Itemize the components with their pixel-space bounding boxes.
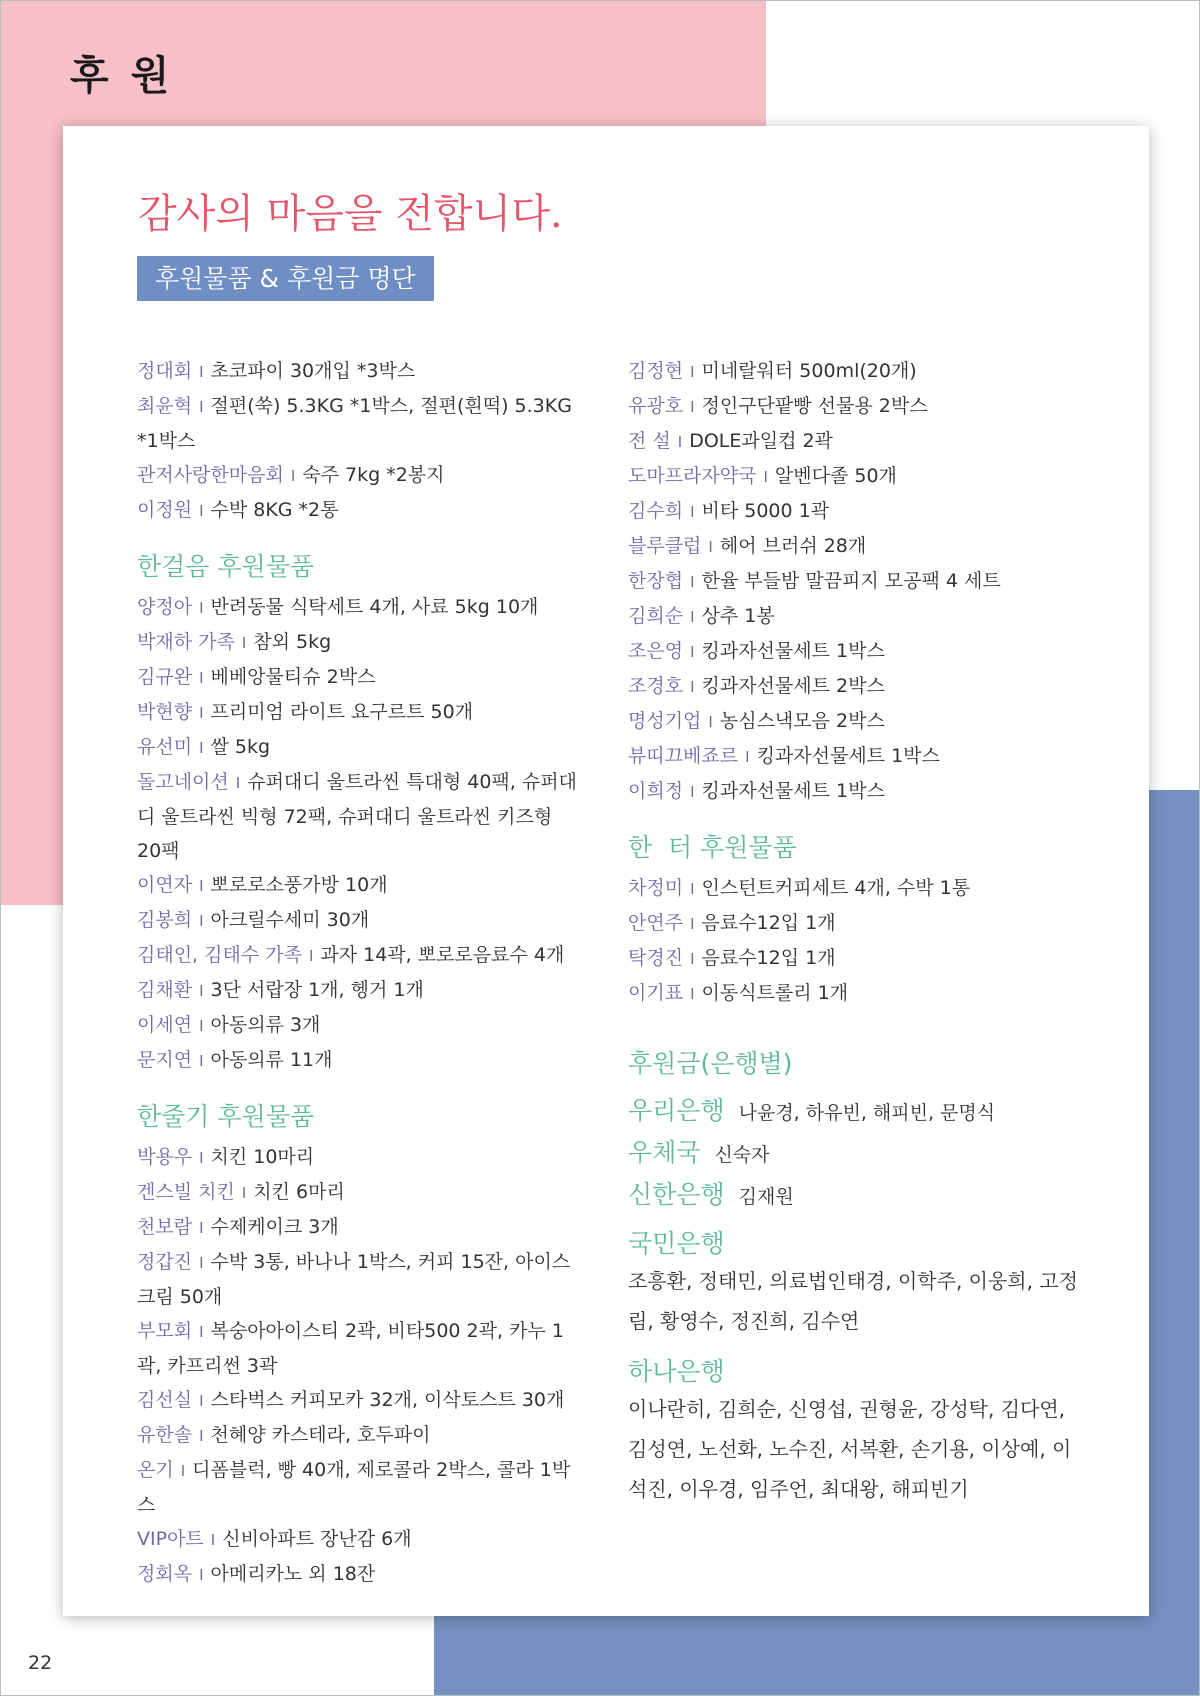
separator-bar: I — [199, 599, 204, 617]
sponsor-entry — [628, 774, 1078, 809]
sponsor-item: 킹과자선물세트 1박스 — [701, 640, 885, 662]
sponsor-name: 탁경진 — [628, 947, 684, 969]
sponsor-item: 치킨 6마리 — [253, 1181, 345, 1203]
separator-bar: I — [199, 502, 204, 520]
sponsor-entry — [137, 730, 582, 765]
bank-name: 우리은행 — [628, 1096, 725, 1125]
page-headline: 감사의 마음을 전합니다. — [138, 191, 563, 237]
donor-names-hana: 이나란히, 김희순, 신영섭, 권형윤, 강성탁, 김다연, 김성연, 노선화, 노수진, 서복환, 손기용, 이상예, 이석진, 이우경, 임주언, 최대왕, 해피빈기 — [628, 1397, 1072, 1501]
sponsor-name: 이기표 — [628, 982, 684, 1004]
sponsor-name: 유광호 — [628, 395, 684, 417]
sponsor-name: 관저사랑한마음회 — [137, 464, 284, 486]
sponsor-entry — [137, 590, 582, 625]
separator-bar: I — [690, 573, 695, 591]
sponsor-item: 킹과자선물세트 2박스 — [701, 675, 885, 697]
sponsor-item: 미네랄워터 500ml(20개) — [701, 360, 917, 382]
separator-bar: I — [199, 1254, 204, 1272]
sponsor-item: 숙주 7kg *2봉지 — [302, 464, 445, 486]
sponsor-name: 유한솔 — [137, 1424, 193, 1446]
separator-bar: I — [199, 398, 204, 416]
separator-bar: I — [690, 363, 695, 381]
sponsor-entry — [137, 389, 582, 458]
sponsor-name: 명성기업 — [628, 710, 702, 732]
sponsor-entry — [628, 739, 1078, 774]
sponsor-entry — [137, 1140, 582, 1175]
sponsor-item: 아동의류 11개 — [210, 1049, 333, 1071]
sponsor-entry — [628, 389, 1078, 424]
sponsor-entry — [137, 695, 582, 730]
separator-bar: I — [690, 880, 695, 898]
sponsor-name: 전 설 — [628, 430, 671, 452]
separator-bar: I — [690, 643, 695, 661]
separator-bar: I — [199, 363, 204, 381]
bank-name: 신한은행 — [628, 1180, 725, 1209]
sponsor-entry — [628, 529, 1078, 564]
subheading-hangeoreum: 한걸음 후원물품 — [137, 552, 314, 581]
sponsor-name: 김수희 — [628, 500, 684, 522]
sponsor-entry — [628, 459, 1078, 494]
sponsor-item: 3단 서랍장 1개, 헹거 1개 — [210, 979, 424, 1001]
sponsor-item: 상추 1봉 — [701, 605, 775, 627]
sponsor-item: 한율 부들밤 말끔피지 모공팩 4 세트 — [701, 570, 1001, 592]
sponsor-item: 스타벅스 커피모카 32개, 이삭토스트 30개 — [210, 1389, 565, 1411]
left-column — [137, 354, 582, 1592]
sponsor-entry — [137, 765, 582, 868]
sponsor-name: 김희순 — [628, 605, 684, 627]
sponsor-item: 신비아파트 장난감 6개 — [222, 1528, 412, 1550]
sponsor-item: 농심스낵모음 2박스 — [719, 710, 885, 732]
sponsor-name: 부모회 — [137, 1320, 193, 1342]
sponsor-list — [137, 1140, 582, 1592]
separator-bar: I — [199, 877, 204, 895]
sponsor-name: 도마프라자약국 — [628, 465, 757, 487]
sponsor-entry — [137, 903, 582, 938]
separator-bar: I — [690, 985, 695, 1003]
sponsor-entry — [628, 871, 1078, 906]
sponsor-name: 겐스빌 치킨 — [137, 1181, 235, 1203]
sponsor-name: 양정아 — [137, 596, 193, 618]
sponsor-item: 음료수12입 1개 — [701, 947, 836, 969]
donor-names: 신숙자 — [714, 1144, 770, 1166]
separator-bar: I — [690, 915, 695, 933]
sponsor-item: 쌀 5kg — [210, 736, 271, 758]
sponsor-entry — [628, 704, 1078, 739]
subheading-donations: 후원금(은행별) — [628, 1049, 793, 1078]
separator-bar: I — [690, 398, 695, 416]
sponsor-item: 아메리카노 외 18잔 — [210, 1563, 376, 1585]
sponsor-item: 알벤다졸 50개 — [774, 465, 897, 487]
sponsor-entry — [137, 1522, 582, 1557]
sponsor-item: 복숭아아이스티 2곽, 비타500 2곽, 카누 1곽, 카프리썬 3곽 — [137, 1320, 564, 1377]
separator-bar: I — [180, 1462, 186, 1480]
donor-names: 김재원 — [738, 1186, 794, 1208]
sponsor-name: 천보람 — [137, 1216, 193, 1238]
sponsor-entry — [628, 494, 1078, 529]
sponsor-name: 조경호 — [628, 675, 684, 697]
separator-bar: I — [199, 1149, 204, 1167]
sponsor-list — [137, 354, 582, 528]
separator-bar: I — [690, 608, 695, 626]
sponsor-item: 슈퍼대디 울트라씬 특대형 40팩, 슈퍼대디 울트라씬 빅형 72팩, 슈퍼대디 울트라씬 키즈형 20팩 — [137, 771, 577, 862]
separator-bar: I — [199, 704, 204, 722]
sponsor-entry — [628, 634, 1078, 669]
sponsor-item: 아동의류 3개 — [210, 1014, 321, 1036]
separator-bar: I — [690, 950, 695, 968]
sponsor-name: VIP아트 — [137, 1528, 204, 1550]
sponsor-entry — [137, 938, 582, 973]
bank-row-post — [628, 1133, 1078, 1175]
sponsor-item: 킹과자선물세트 1박스 — [756, 745, 940, 767]
sponsor-entry — [137, 1418, 582, 1453]
separator-bar: I — [308, 947, 314, 965]
separator-bar: I — [199, 739, 204, 757]
sponsor-item: 수제케이크 3개 — [210, 1216, 339, 1238]
sponsor-name: 뷰띠끄베죠르 — [628, 745, 739, 767]
sponsor-list — [628, 871, 1078, 1011]
donor-names: 나윤경, 하유빈, 해피빈, 문명식 — [738, 1102, 996, 1124]
separator-bar: I — [690, 678, 695, 696]
sponsor-name: 안연주 — [628, 912, 684, 934]
sponsor-entry — [137, 1043, 582, 1078]
sponsor-name: 김채환 — [137, 979, 193, 1001]
sponsor-name: 박현향 — [137, 701, 193, 723]
sponsor-entry — [137, 973, 582, 1008]
sponsor-entry — [137, 1453, 582, 1522]
sponsor-name: 이연자 — [137, 874, 193, 896]
sponsor-entry — [137, 660, 582, 695]
sponsor-name: 최윤혁 — [137, 395, 193, 417]
separator-bar: I — [235, 774, 241, 792]
separator-bar: I — [290, 467, 296, 485]
sponsor-item: 인스턴트커피세트 4개, 수박 1통 — [701, 877, 971, 899]
sponsor-name: 이정원 — [137, 499, 193, 521]
subheading-hanjulgi: 한줄기 후원물품 — [137, 1102, 314, 1131]
sponsor-item: 정인구단팥빵 선물용 2박스 — [701, 395, 928, 417]
separator-bar: I — [708, 713, 713, 731]
sponsor-name: 돌고네이션 — [137, 771, 229, 793]
sponsor-item: 초코파이 30개입 *3박스 — [210, 360, 416, 382]
sponsor-entry — [628, 669, 1078, 704]
sponsor-item: 수박 8KG *2통 — [210, 499, 339, 521]
sponsor-entry — [137, 458, 582, 493]
separator-bar: I — [199, 1017, 204, 1035]
sponsor-item: 뽀로로소풍가방 10개 — [210, 874, 388, 896]
separator-bar: I — [199, 912, 204, 930]
sponsor-name: 김규완 — [137, 666, 193, 688]
sponsor-list — [628, 354, 1078, 809]
sponsor-entry — [628, 976, 1078, 1011]
separator-bar: I — [199, 1392, 204, 1410]
sponsor-entry — [137, 868, 582, 903]
sponsor-entry — [628, 941, 1078, 976]
sponsor-name: 유선미 — [137, 736, 193, 758]
separator-bar: I — [210, 1531, 216, 1549]
sponsor-item: 프리미엄 라이트 요구르트 50개 — [210, 701, 474, 723]
sponsor-name: 정회옥 — [137, 1563, 193, 1585]
list-title-band: 후원물품 & 후원금 명단 — [137, 256, 434, 301]
sponsor-item: 이동식트롤리 1개 — [701, 982, 849, 1004]
sponsor-entry — [137, 354, 582, 389]
sponsor-item: 수박 3통, 바나나 1박스, 커피 15잔, 아이스크림 50개 — [137, 1251, 571, 1308]
sponsor-item: 디폼블럭, 빵 40개, 제로콜라 2박스, 콜라 1박스 — [137, 1459, 571, 1516]
separator-bar: I — [763, 468, 768, 486]
sponsor-item: 음료수12입 1개 — [701, 912, 836, 934]
sponsor-name: 박용우 — [137, 1146, 193, 1168]
sponsor-item: 천혜양 카스테라, 호두파이 — [210, 1424, 431, 1446]
sponsor-name: 조은영 — [628, 640, 684, 662]
separator-bar: I — [199, 1052, 204, 1070]
separator-bar: I — [199, 1427, 204, 1445]
sponsor-list — [137, 590, 582, 1078]
right-column — [628, 354, 1078, 1509]
sponsor-item: 치킨 10마리 — [210, 1146, 315, 1168]
sponsor-entry — [628, 906, 1078, 941]
sponsor-name: 이희정 — [628, 780, 684, 802]
sponsor-entry — [137, 1314, 582, 1383]
sponsor-name: 한장협 — [628, 570, 684, 592]
separator-bar: I — [199, 982, 204, 1000]
separator-bar: I — [241, 1184, 247, 1202]
sponsor-entry — [137, 1383, 582, 1418]
sponsor-entry — [137, 1210, 582, 1245]
subheading-hanteo: 한 터 후원물품 — [628, 833, 797, 862]
separator-bar: I — [199, 1219, 204, 1237]
sponsor-name: 문지연 — [137, 1049, 193, 1071]
sponsor-name: 온기 — [137, 1459, 174, 1481]
sponsor-name: 차정미 — [628, 877, 684, 899]
sponsor-name: 블루클럽 — [628, 535, 702, 557]
bank-row-woori — [628, 1091, 1078, 1133]
bank-heading-hana: 하나은행 — [628, 1357, 725, 1386]
sponsor-entry — [137, 1245, 582, 1314]
sponsor-item: 킹과자선물세트 1박스 — [701, 780, 885, 802]
donor-names-kookmin: 조흥환, 정태민, 의료법인태경, 이학주, 이웅희, 고정림, 황영수, 정진희, 김수연 — [628, 1269, 1078, 1333]
sponsor-name: 김봉희 — [137, 909, 193, 931]
sponsor-entry — [628, 354, 1078, 389]
separator-bar: I — [745, 748, 750, 766]
sponsor-name: 김선실 — [137, 1389, 193, 1411]
sponsor-entry — [628, 564, 1078, 599]
sponsor-name: 김태인, 김태수 가족 — [137, 944, 302, 966]
sponsor-item: 헤어 브러쉬 28개 — [719, 535, 867, 557]
separator-bar: I — [690, 503, 695, 521]
sponsor-name: 이세연 — [137, 1014, 193, 1036]
separator-bar: I — [708, 538, 713, 556]
separator-bar: I — [199, 669, 204, 687]
sponsor-item: 과자 14곽, 뽀로로음료수 4개 — [320, 944, 565, 966]
bank-heading-kookmin: 국민은행 — [628, 1229, 725, 1258]
separator-bar: I — [199, 1323, 204, 1341]
sponsor-item: 베베앙물티슈 2박스 — [210, 666, 376, 688]
sponsor-item: 절편(쑥) 5.3KG *1박스, 절편(흰떡) 5.3KG *1박스 — [137, 395, 572, 452]
sponsor-item: DOLE과일컵 2곽 — [689, 430, 833, 452]
sponsor-entry — [137, 1557, 582, 1592]
sponsor-item: 비타 5000 1곽 — [701, 500, 830, 522]
sponsor-item: 참외 5kg — [253, 631, 332, 653]
separator-bar: I — [199, 1566, 204, 1584]
sponsor-item: 반려동물 식탁세트 4개, 사료 5kg 10개 — [210, 596, 539, 618]
sponsor-entry — [137, 1008, 582, 1043]
separator-bar: I — [690, 783, 695, 801]
sponsor-entry — [137, 625, 582, 660]
bank-row-shinhan — [628, 1175, 1078, 1217]
separator-bar: I — [241, 634, 247, 652]
bank-name: 우체국 — [628, 1138, 701, 1167]
sponsor-name: 정갑진 — [137, 1251, 193, 1273]
sponsor-entry — [628, 599, 1078, 634]
separator-bar: I — [677, 433, 683, 451]
page-number: 22 — [28, 1652, 53, 1674]
sponsor-name: 김정현 — [628, 360, 684, 382]
sponsor-entry — [137, 1175, 582, 1210]
sponsor-name: 박재하 가족 — [137, 631, 235, 653]
sponsor-entry — [628, 424, 1078, 459]
section-title: 후 원 — [70, 53, 174, 99]
sponsor-entry — [137, 493, 582, 528]
sponsor-name: 정대회 — [137, 360, 193, 382]
sponsor-item: 아크릴수세미 30개 — [210, 909, 370, 931]
